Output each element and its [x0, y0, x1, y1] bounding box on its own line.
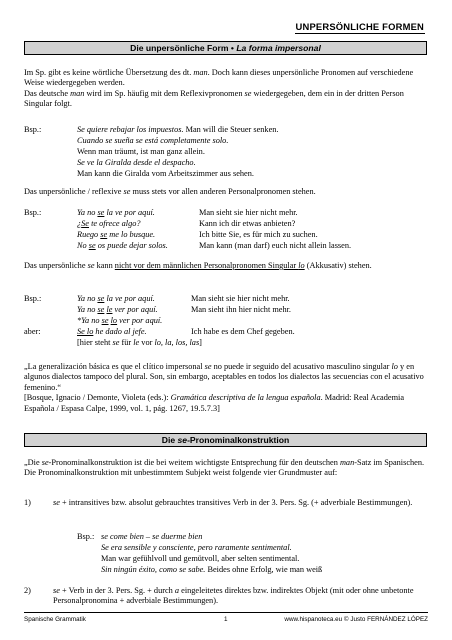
paragraph-lo-rule	[24, 261, 434, 271]
text: ver por aquí.	[112, 305, 158, 314]
text: muss stets vor allen anderen Personalpronomen stehen.	[130, 187, 316, 196]
section-title-part-b: La forma impersonal	[236, 43, 321, 53]
text: -Satz im Spanischen. Die Pronominalkonstruktion mit unbestimmtem Subjekt weist folgende vier Grundmuster auf:	[24, 458, 425, 478]
text: he dado al jefe.	[93, 327, 147, 336]
term-se: se	[244, 88, 252, 98]
term-lo: lo	[110, 316, 118, 325]
spanish-text: Sin ningún éxito, como se sabe.	[101, 565, 206, 574]
spanish-text: Cuando se sueña se está completamente solo.	[77, 136, 229, 145]
example-german: Ich bitte Sie, es für mich zu suchen.	[199, 230, 318, 239]
example-label: Bsp.:	[24, 125, 42, 134]
text: kann	[94, 261, 115, 270]
citation: [Bosque, Ignacio / Demonte, Violeta (eds.):	[24, 393, 171, 403]
term-le: le	[133, 338, 140, 347]
citation-title: Gramática descriptiva de la lengua española	[170, 393, 321, 403]
term-lo: lo	[391, 362, 398, 371]
example-line	[77, 158, 196, 168]
list-text	[53, 586, 434, 607]
text: Das deutsche	[24, 88, 71, 98]
spanish-text: Se era sensible y consciente, pero raramente sentimental.	[101, 543, 292, 552]
german-text: Beides ohne Erfolg, wie man weiß	[205, 565, 323, 574]
list-text	[53, 498, 434, 508]
example-spanish	[77, 241, 168, 251]
text: wiedergegeben, dem ein in der dritten Person Singular folgt.	[24, 88, 404, 109]
list-number: 2)	[24, 586, 31, 595]
example-spanish-ungrammatical	[77, 316, 162, 326]
term-se: Se	[81, 219, 89, 228]
german-text: Wenn man träumt, ist man ganz allein.	[77, 147, 205, 156]
section-title-part-a: Die unpersönliche Form	[130, 43, 229, 53]
section-title-impersonal-form	[24, 41, 427, 55]
footer-right: www.hispanoteca.eu © Justo FERNÁNDEZ LÓPEZ	[284, 616, 428, 623]
text: „Die	[24, 458, 42, 467]
example-german: Man sieht ihn hier nicht mehr.	[191, 305, 292, 314]
paragraph-se-construction	[24, 458, 434, 479]
text: Ya no	[77, 208, 98, 217]
spanish-text: Se ve la Giralda desde el despacho.	[77, 158, 196, 167]
example-german: Man sieht sie hier nicht mehr.	[199, 208, 298, 217]
example-spanish	[77, 219, 141, 229]
quotation	[24, 362, 434, 414]
spanish-text: se come bien – se duerme bien	[101, 532, 203, 541]
example-german: Man kann (man darf) euch nicht allein lassen.	[199, 241, 352, 250]
page-footer	[24, 612, 428, 623]
section-title-se-construction	[24, 433, 427, 447]
german-text: Man kann die Giralda vom Arbeitszimmer aus sehen.	[77, 169, 254, 178]
term-man: man	[70, 88, 85, 98]
citation: . Madrid: Real Academia Española / Espasa Calpe, 1999, vol. 1, pág. 1267, 19.5.7.3]	[24, 393, 405, 413]
term-se: se	[101, 316, 109, 325]
term-man: man	[339, 458, 355, 467]
text: me lo busque.	[107, 230, 156, 239]
term-se: se	[177, 435, 188, 445]
text: (Akkusativ) stehen.	[304, 261, 372, 270]
example-spanish	[77, 208, 155, 218]
text: vor	[139, 338, 155, 347]
page-number: 1	[224, 616, 228, 623]
text: wird im Sp. häufig mit dem Reflexivpronomen	[84, 88, 245, 98]
text: + intransitives bzw. absolut gebrauchtes transitives Verb in der 3. Pers. Sg. (+ adverbiale Bestimmungen).	[59, 498, 413, 507]
paragraph-intro	[24, 68, 434, 110]
german-text: Man will die Steuer senken.	[183, 125, 279, 134]
example-label: Bsp.:	[24, 208, 42, 217]
example-line	[77, 125, 278, 135]
text: eingeleitetes direktes bzw. indirektes Objekt (mit oder ohne unbetonte Personalpronomina + adverbiale Bestimmungen).	[53, 586, 414, 606]
text: Im Sp. gibt es keine wörtliche Übersetzung des dt.	[24, 68, 194, 77]
example-label: Bsp.:	[24, 294, 42, 303]
text: Das unpersönliche	[24, 261, 88, 270]
text: Ruego	[77, 230, 101, 239]
underlined-text: nicht vor dem männlichen Personalpronomen Singular	[114, 261, 299, 270]
term-se: se	[41, 458, 49, 467]
example-line	[101, 532, 202, 542]
term-se: se	[100, 230, 108, 239]
example-german: Man sieht sie hier nicht mehr.	[191, 294, 290, 303]
term-se: se	[53, 586, 60, 595]
term-le: le	[106, 305, 113, 314]
text: no puede ir seguido del acusativo masculino singular	[211, 362, 392, 371]
example-german: Ich habe es dem Chef gegeben.	[191, 327, 295, 336]
term-se: se	[204, 362, 212, 371]
text: ¿	[77, 219, 82, 228]
text: ]	[199, 338, 202, 347]
example-spanish	[77, 305, 158, 315]
text: os puede dejar solos.	[95, 241, 168, 250]
example-label: Bsp.:	[77, 532, 95, 541]
example-spanish	[77, 230, 155, 240]
page-header-title: UNPERSÖNLICHE FORMEN	[295, 21, 424, 32]
paragraph-order-rule	[24, 187, 434, 197]
example-spanish	[77, 294, 155, 304]
text: für	[119, 338, 134, 347]
german-text: Man war gefühlvoll und gemütvoll, aber selten sentimental.	[101, 554, 300, 563]
term-lo: lo	[298, 261, 305, 270]
text: la ve por aquí.	[104, 294, 155, 303]
list-number: 1)	[24, 498, 31, 507]
asterisk: *	[77, 316, 82, 325]
text: Ya no	[81, 316, 102, 325]
text: Ya no	[77, 305, 98, 314]
text: la ve por aquí.	[104, 208, 155, 217]
term-a: a	[174, 586, 180, 595]
section-title-part-b: -Pronominalkonstruktion	[187, 435, 290, 445]
term-se-lo: Se lo	[77, 327, 94, 336]
term-se: se	[97, 294, 105, 303]
term-se: se	[123, 187, 131, 196]
text: No	[77, 241, 89, 250]
example-line	[101, 565, 322, 575]
example-line	[101, 543, 292, 553]
text: -Pronominalkonstruktion ist die bei weitem wichtigste Entsprechung für den deutschen	[48, 458, 340, 467]
example-spanish	[77, 327, 147, 337]
term-se: se	[53, 498, 60, 507]
example-line	[77, 136, 228, 146]
text: y en algunos dialectos tampoco del plural. Son, sin embargo, aceptables en todos los dialectos las secuencias con el acusativo femenino.“	[24, 362, 424, 392]
aber-label: aber:	[24, 327, 41, 336]
text: Das unpersönliche / reflexive	[24, 187, 124, 196]
example-note	[77, 338, 202, 348]
text: [hier steht	[77, 338, 113, 347]
example-german: Kann ich dir etwas anbieten?	[199, 219, 296, 228]
term-se: se	[97, 208, 105, 217]
text: ver por aquí.	[117, 316, 163, 325]
section-title-part-a: Die	[161, 435, 178, 445]
term-se: se	[87, 261, 95, 270]
spanish-text: Se quiere rebajar los impuestos.	[77, 125, 184, 134]
text: „La generalización básica es que el clítico impersonal	[24, 362, 205, 371]
text: te ofrece algo?	[89, 219, 141, 228]
text: . Doch kann dieses unpersönliche Pronomen auf verschiedene Weise wiedergegeben werden.	[24, 68, 414, 88]
text: Ya no	[77, 294, 98, 303]
term-man: man	[193, 68, 208, 77]
term-se: se	[88, 241, 96, 250]
bullet: •	[230, 43, 234, 53]
footer-left: Spanische Grammatik	[24, 616, 86, 623]
term-se: se	[112, 338, 120, 347]
term-se: se	[97, 305, 105, 314]
pronoun-forms: lo, la, los, las	[154, 338, 200, 347]
text: + Verb in der 3. Pers. Sg. + durch	[59, 586, 175, 595]
